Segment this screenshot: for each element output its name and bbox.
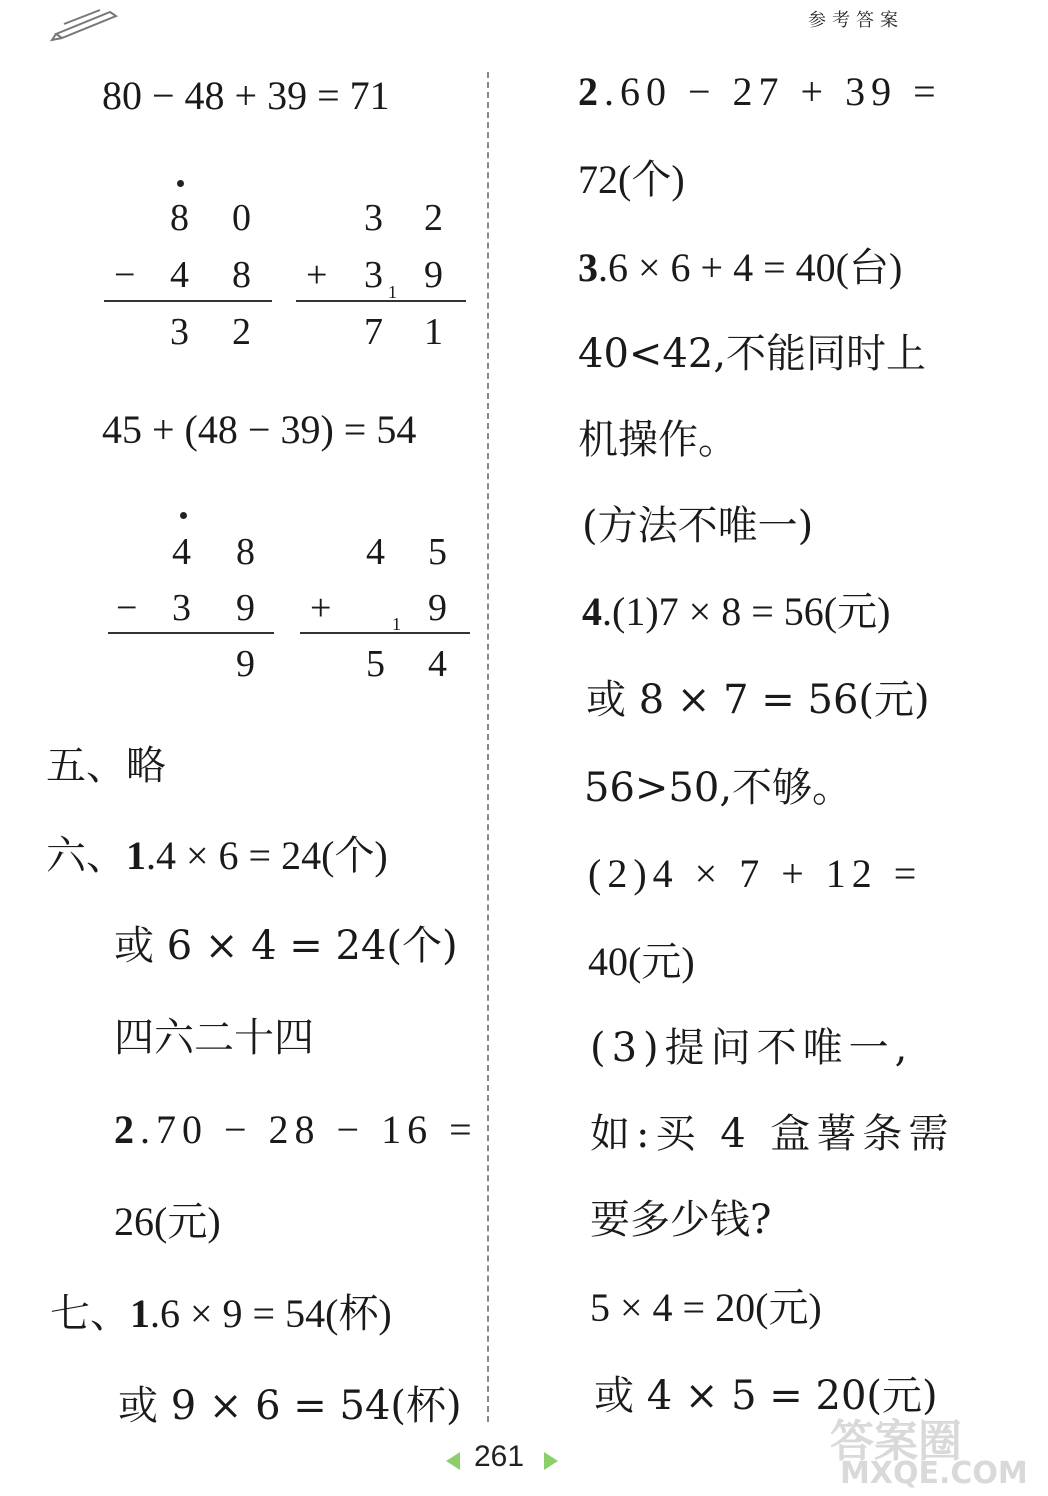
page-number: 261: [474, 1440, 525, 1473]
item-number: 1: [130, 1291, 150, 1336]
right-item-3-conclusion: 机操作。: [578, 417, 738, 463]
section-7-item-1: [50, 1290, 392, 1338]
right-item-4-1: [582, 588, 890, 636]
digit: 3: [364, 254, 383, 296]
right-item-3-note: (方法不唯一): [582, 503, 814, 549]
section-6-item-1-alt: 或 6 × 4 = 24(个): [114, 923, 458, 969]
digit: 9: [236, 587, 255, 629]
result-line: [108, 632, 274, 634]
right-item-4-3: (3)提问不唯一,: [590, 1025, 914, 1071]
section-6-item-1: [46, 832, 388, 880]
right-item-4-3-answer: 5 × 4 = 20(元): [590, 1285, 822, 1330]
next-page-arrow-icon: [544, 1452, 558, 1470]
right-item-4-3-alt: 或 4 × 5 = 20(元): [594, 1373, 938, 1419]
borrow-dot: [177, 180, 184, 187]
carry-digit: 1: [388, 282, 397, 302]
page-header-title: 参考答案: [808, 10, 904, 31]
watermark-logo: 答案圈: [830, 1416, 962, 1467]
digit: 5: [428, 531, 447, 573]
digit: 5: [366, 643, 385, 685]
right-item-4-3-question-end: 要多少钱?: [590, 1197, 772, 1243]
equation-1: 80 − 48 + 39 = 71: [102, 73, 390, 118]
right-item-2-result: 72(个): [578, 157, 685, 202]
right-item-2: [578, 68, 942, 116]
item-number: 4: [582, 589, 602, 634]
digit: 2: [232, 311, 251, 353]
right-item-4-3-question: 如:买 4 盒薯条需: [590, 1111, 955, 1157]
carry-digit: 1: [392, 614, 401, 634]
digit: 1: [424, 311, 443, 353]
digit: 3: [364, 197, 383, 239]
digit: 2: [424, 197, 443, 239]
digit: 8: [232, 254, 251, 296]
minus-sign: −: [114, 254, 136, 296]
digit: 8: [170, 197, 189, 239]
result-line: [296, 300, 466, 302]
section-6-item-1-rhyme: 四六二十四: [114, 1015, 314, 1061]
item-number: 2: [114, 1107, 140, 1152]
right-item-3-compare: 40<42,不能同时上: [578, 331, 927, 377]
section-5: 五、略: [46, 743, 166, 789]
digit: 4: [170, 254, 189, 296]
section-7-item-1-alt: 或 9 × 6 = 54(杯): [118, 1383, 462, 1429]
borrow-dot: [180, 512, 187, 519]
right-item-4-2: (2)4 × 7 + 12 =: [588, 851, 923, 896]
plus-sign: +: [310, 587, 332, 629]
right-item-4-1-alt: 或 8 × 7 = 56(元): [586, 677, 930, 723]
item-text: .(1)7 × 8 = 56(元): [602, 589, 891, 634]
digit: 4: [428, 643, 447, 685]
plus-sign: +: [306, 254, 328, 296]
digit: 4: [172, 531, 191, 573]
digit: 9: [428, 587, 447, 629]
digit: 3: [170, 311, 189, 353]
item-text: .60 − 27 + 39 =: [604, 69, 942, 114]
column-divider: [487, 72, 489, 1422]
item-number: 1: [126, 833, 146, 878]
digit: 4: [366, 531, 385, 573]
right-item-4-2-result: 40(元): [588, 939, 695, 984]
prev-page-arrow-icon: [446, 1452, 460, 1470]
pencil-icon: [50, 4, 122, 44]
result-line: [300, 632, 470, 634]
section-6-item-2-result: 26(元): [114, 1199, 221, 1244]
item-text: .4 × 6 = 24(个): [146, 833, 388, 878]
digit: 7: [364, 311, 383, 353]
item-text: .6 × 6 + 4 = 40(台): [598, 245, 903, 290]
digit: 0: [232, 197, 251, 239]
digit: 9: [424, 254, 443, 296]
section-marker: 六、: [46, 833, 126, 879]
section-marker: 七、: [50, 1291, 130, 1337]
right-item-4-1-conclusion: 56>50,不够。: [584, 765, 853, 811]
item-number: 2: [578, 69, 604, 114]
right-item-3: [578, 244, 902, 292]
watermark-url: MXQE.COM: [840, 1456, 1028, 1491]
digit: 8: [236, 531, 255, 573]
digit: 3: [172, 587, 191, 629]
item-text: .70 − 28 − 16 =: [140, 1107, 478, 1152]
digit: 9: [236, 643, 255, 685]
minus-sign: −: [116, 587, 138, 629]
equation-2: 45 + (48 − 39) = 54: [102, 407, 417, 452]
section-6-item-2: [114, 1106, 478, 1154]
item-number: 3: [578, 245, 598, 290]
result-line: [104, 300, 272, 302]
item-text: .6 × 9 = 54(杯): [150, 1291, 392, 1336]
